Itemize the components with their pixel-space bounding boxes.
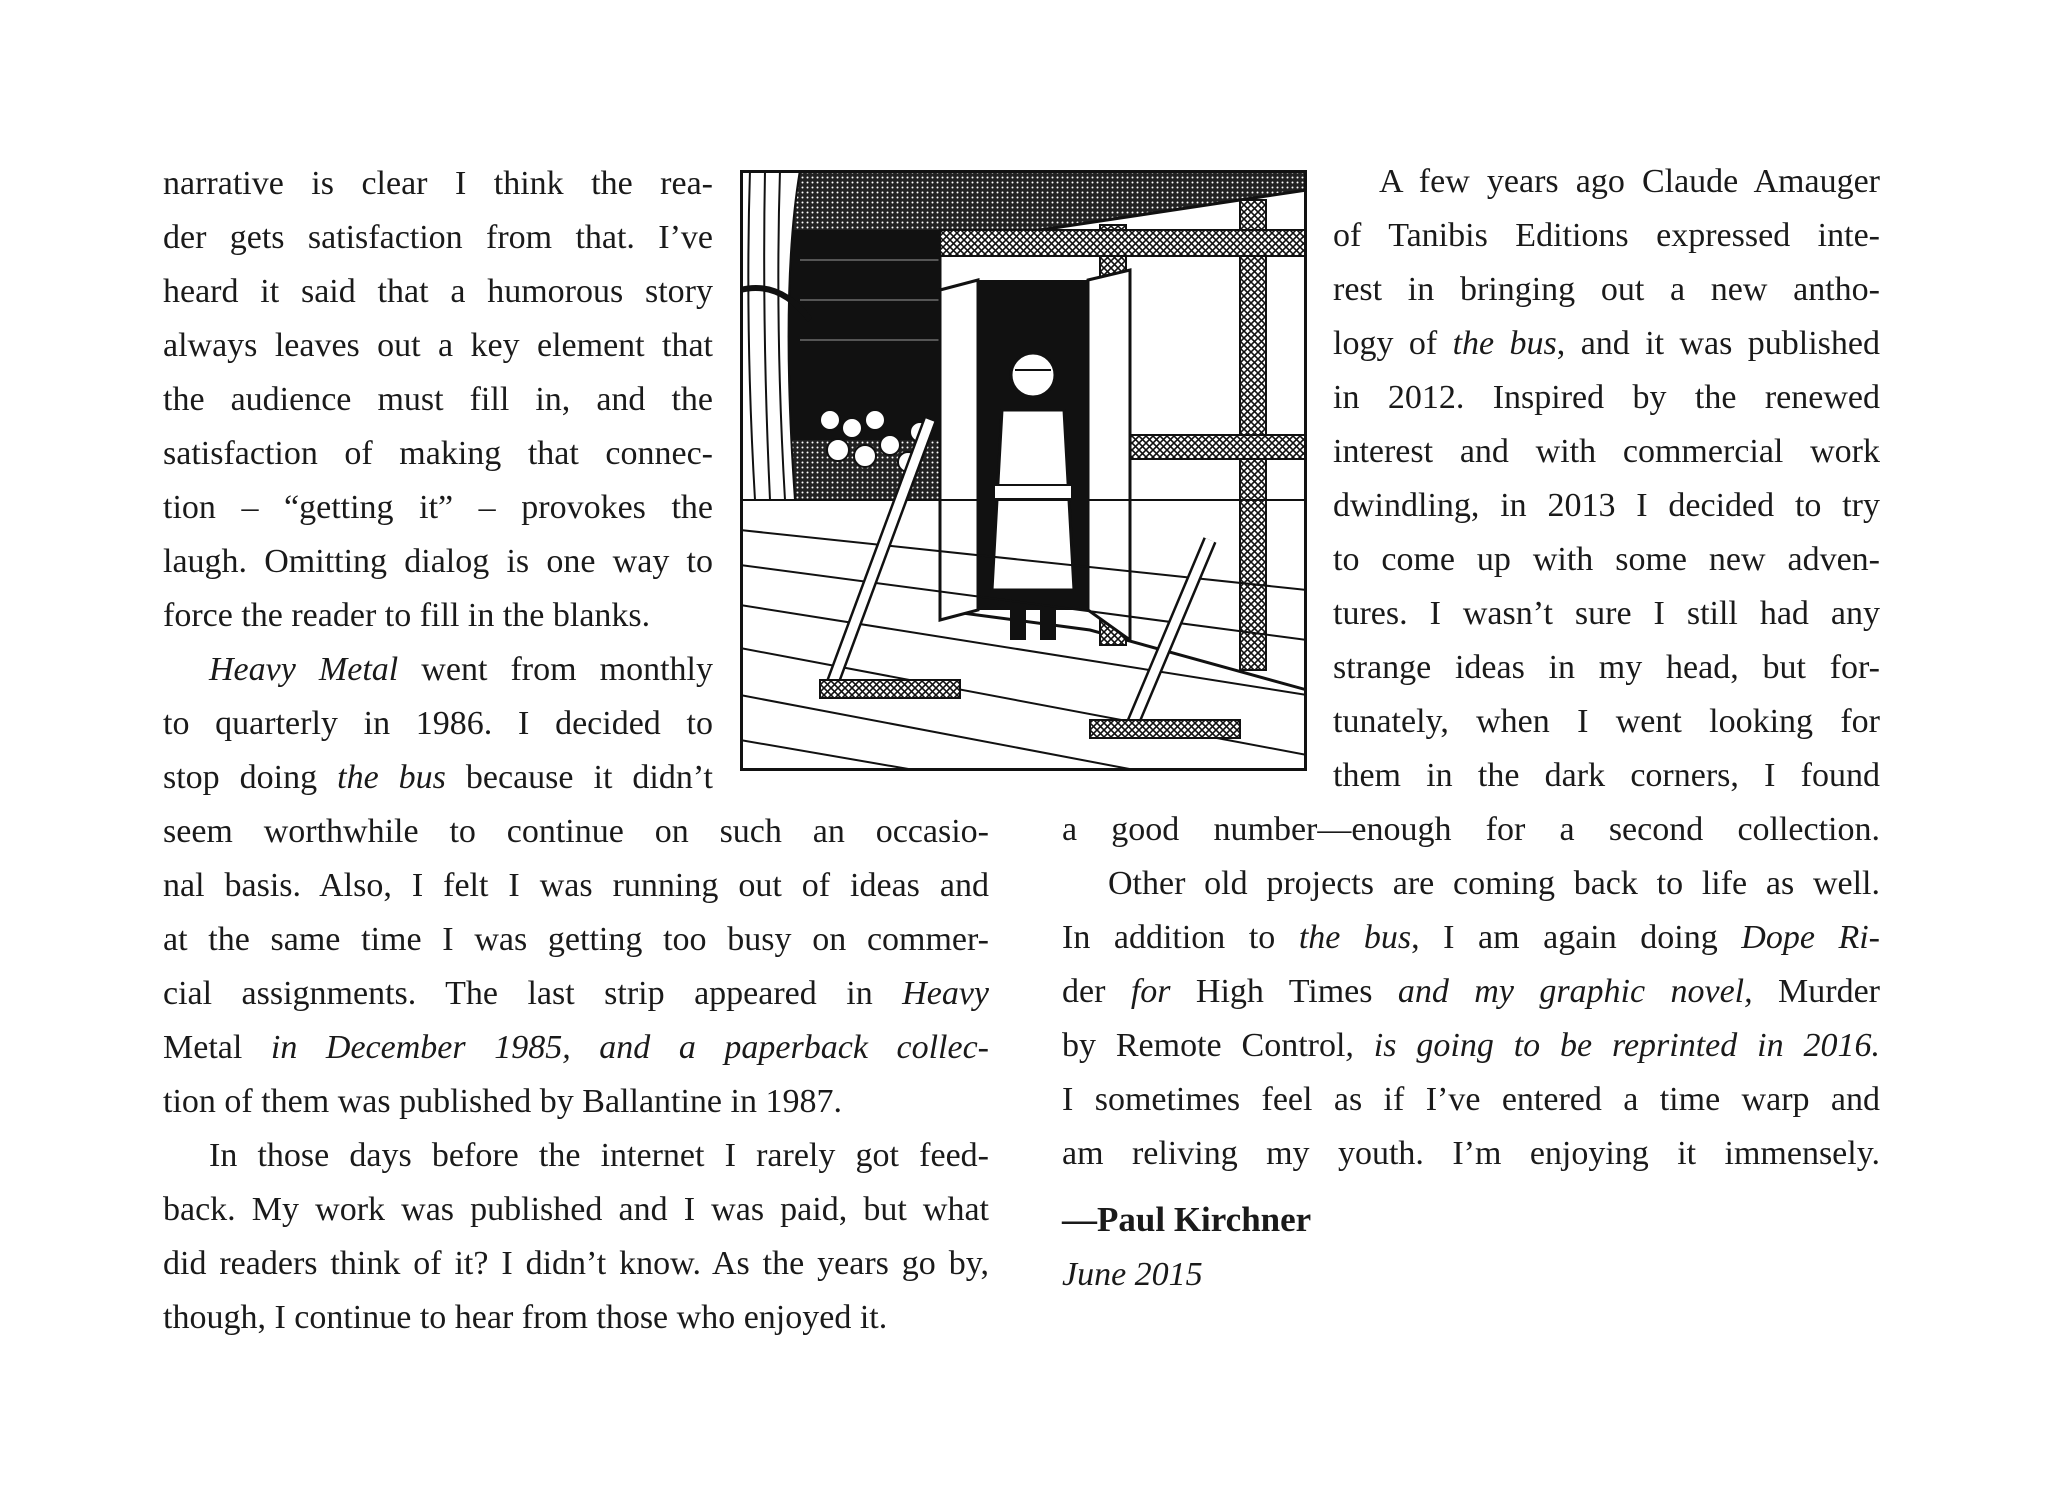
text-line: them in the dark corners, I found (1333, 757, 1880, 794)
text-line: at the same time I was getting too busy on commer- (163, 921, 989, 958)
text-line: dwindling, in 2013 I decided to try (1333, 487, 1880, 524)
text-line: seem worthwhile to continue on such an occasio- (163, 813, 989, 850)
text-line: by Remote Control, is going to be reprinted in 2016. (1062, 1027, 1880, 1064)
text-line: laugh. Omitting dialog is one way to (163, 543, 713, 580)
italic-text: the bus (337, 759, 446, 796)
text-line: A few years ago Claude Amauger (1379, 163, 1880, 200)
italic-text: Dope Ri- (1741, 919, 1881, 956)
text-line: heard it said that a humorous story (163, 273, 713, 310)
text-line: nal basis. Also, I felt I was running out of ideas and (163, 867, 989, 904)
text-line: always leaves out a key element that (163, 327, 713, 364)
text-line: strange ideas in my head, but for- (1333, 649, 1880, 686)
text-line: force the reader to fill in the blanks. (163, 597, 651, 634)
italic-text: , is going to be reprinted in 2016. (1345, 1027, 1880, 1064)
text-line: tion – “getting it” – provokes the (163, 489, 713, 526)
text-line: cial assignments. The last strip appeared in Heavy (163, 975, 989, 1012)
italic-text: Heavy Metal (209, 651, 399, 688)
text-line: though, I continue to hear from those who enjoyed it. (163, 1299, 888, 1336)
text-line: did readers think of it? I didn’t know. As the years go by, (163, 1245, 989, 1282)
text-line: a good number—enough for a second collection. (1062, 811, 1880, 848)
text-line: Heavy Metal went from monthly (209, 651, 713, 688)
text-line: of Tanibis Editions expressed inte- (1333, 217, 1880, 254)
italic-text: for (1105, 973, 1196, 1010)
text-line: Other old projects are coming back to life as well. (1108, 865, 1880, 902)
text-line: In those days before the internet I rarely got feed- (209, 1137, 989, 1174)
text-line: am reliving my youth. I’m enjoying it immensely. (1062, 1135, 1880, 1172)
signature-date: June 2015 (1062, 1256, 1203, 1293)
text-line: stop doing the bus because it didn’t (163, 759, 713, 796)
text-line: narrative is clear I think the rea- (163, 165, 713, 202)
text-line: to quarterly in 1986. I decided to (163, 705, 713, 742)
italic-text: the bus (1298, 919, 1412, 956)
stage-scene-image (740, 170, 1307, 771)
text-line: Metal in December 1985, and a paperback collec- (163, 1029, 989, 1066)
text-line: interest and with commercial work (1333, 433, 1880, 470)
text-line: rest in bringing out a new antho- (1333, 271, 1880, 308)
italic-text: and my graphic novel, (1372, 973, 1779, 1010)
text-line: tion of them was published by Ballantine in 1987. (163, 1083, 842, 1120)
comic-illustration (740, 170, 1307, 771)
text-line: in 2012. Inspired by the renewed (1333, 379, 1880, 416)
text-line: der gets satisfaction from that. I’ve (163, 219, 713, 256)
text-line: I sometimes feel as if I’ve entered a time warp and (1062, 1081, 1880, 1118)
text-line: logy of the bus, and it was published (1333, 325, 1880, 362)
text-line: satisfaction of making that connec- (163, 435, 713, 472)
italic-text: Heavy (902, 975, 989, 1012)
italic-text: the bus (1452, 325, 1557, 362)
text-line: der for High Times and my graphic novel, Murder (1062, 973, 1880, 1010)
text-line: back. My work was published and I was paid, but what (163, 1191, 989, 1228)
text-line: to come up with some new adven- (1333, 541, 1880, 578)
text-line: the audience must fill in, and the (163, 381, 713, 418)
text-line: tunately, when I went looking for (1333, 703, 1880, 740)
text-line: In addition to the bus, I am again doing Dope Ri- (1062, 919, 1881, 956)
text-line: tures. I wasn’t sure I still had any (1333, 595, 1880, 632)
italic-text: in December 1985, and a paperback collec- (242, 1029, 989, 1066)
signature-name: —Paul Kirchner (1062, 1200, 1312, 1239)
